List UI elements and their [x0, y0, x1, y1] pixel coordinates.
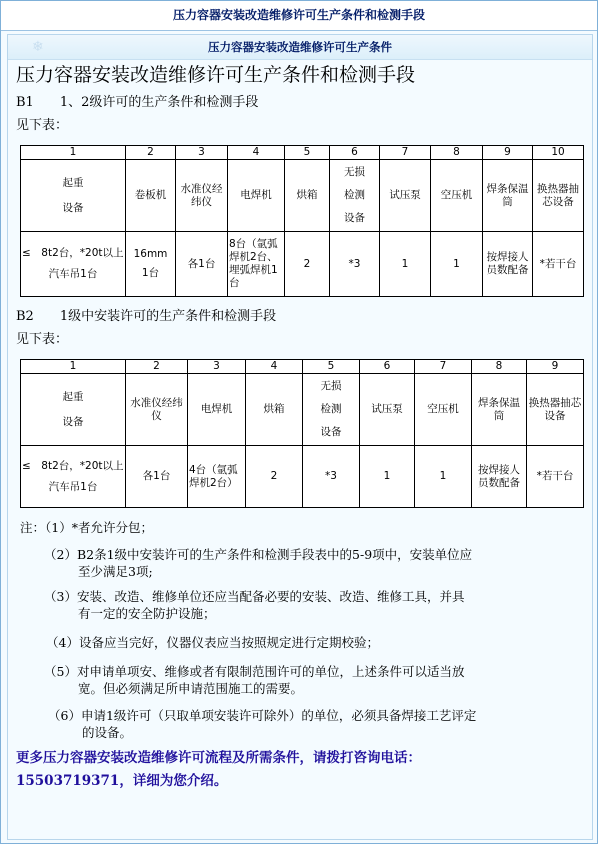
table-cell: 起重 设备 — [21, 374, 126, 446]
notes — [12, 516, 588, 741]
note-6: （6）申请1级许可（只取单项安装许可除外）的单位，必须具备焊接工艺评定 的设备。 — [48, 708, 477, 740]
table-row: ≤ 8t2台，*20t以上 汽车吊1台 各1台 4台（氩弧焊机2台） 2 *3 1 1 按焊接人员数配备 *若干台 — [21, 446, 584, 508]
snowflake-icon: ❄ — [32, 39, 44, 55]
table-b2 — [20, 359, 584, 508]
contact-line-2: 15503719371，详细为您介绍。 — [16, 773, 228, 789]
table-cell: 起重 设备 — [21, 160, 126, 232]
table-b1 — [20, 145, 584, 297]
table-cell: 无损 检测 设备 — [330, 160, 380, 232]
table-cell: 无损 检测 设备 — [303, 374, 360, 446]
table-row: 起重 设备 卷板机 水准仪经纬仪 电焊机 烘箱 无损 检测 设备 试压泵 空压机 焊条保温筒 换热器抽芯设备 — [21, 160, 584, 232]
article-heading: 压力容器安装改造维修许可生产条件和检测手段 — [16, 64, 416, 86]
table-row: 1 2 3 4 5 6 7 8 9 10 — [21, 146, 584, 160]
table-row: 1 2 3 4 5 6 7 8 9 — [21, 360, 584, 374]
table-cell: ≤ 8t2台，*20t以上 汽车吊1台 — [21, 232, 126, 297]
panel-title: 压力容器安装改造维修许可生产条件 — [208, 40, 392, 54]
note-3: （3）安装、改造、维修单位还应当配备必要的安装、改造、维修工具，并具 有一定的安全防护设施； — [44, 589, 465, 621]
content-panel — [7, 34, 593, 840]
section-b2-see-below: 见下表： — [16, 332, 69, 347]
note-5: （5）对申请单项安、维修或者有限制范围许可的单位，上述条件可以适当放 宽。但必须满足所申请范围施工的需要。 — [44, 664, 465, 696]
section-b1-title: B1 1、2级许可的生产条件和检测手段 — [16, 95, 259, 110]
contact-line-1: 更多压力容器安装改造维修许可流程及所需条件，请拨打咨询电话： — [16, 750, 421, 766]
note-1: 注：（1）*者允许分包； — [20, 520, 153, 535]
note-4: （4）设备应当完好，仪器仪表应当按照规定进行定期校验； — [46, 635, 379, 650]
table-row: 起重 设备 水准仪经纬仪 电焊机 烘箱 无损 检测 设备 试压泵 空压机 焊条保温筒 换热器抽芯设备 — [21, 374, 584, 446]
page-title: 压力容器安装改造维修许可生产条件和检测手段 — [1, 1, 597, 31]
table-cell: ≤ 8t2台，*20t以上 汽车吊1台 — [21, 446, 126, 508]
section-b2-title: B2 1级中安装许可的生产条件和检测手段 — [16, 309, 277, 324]
panel-header — [8, 35, 592, 60]
article — [12, 61, 588, 793]
table-row: ≤ 8t2台，*20t以上 汽车吊1台 16mm 1台 各1台 8台（氩弧焊机2台、埋弧焊机1台 2 *3 1 1 按焊接人员数配备 *若干台 — [21, 232, 584, 297]
table-cell: 16mm 1台 — [126, 232, 176, 297]
section-b1-see-below: 见下表： — [16, 118, 69, 133]
note-2: （2）B2条1级中安装许可的生产条件和检测手段表中的5-9项中，安装单位应 至少满足3项; — [44, 547, 473, 579]
